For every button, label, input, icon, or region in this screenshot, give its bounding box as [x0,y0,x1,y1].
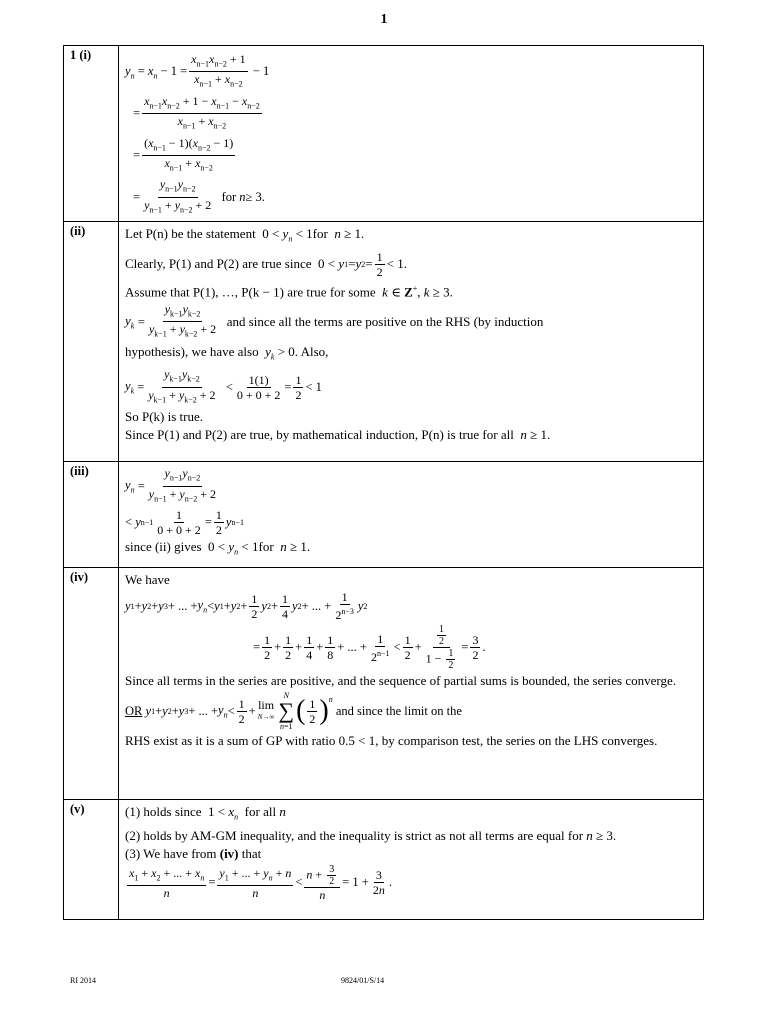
table-row [64,46,704,222]
part-content: $y_n$ = $x_n$ − 1 = $\frac{x_{n-1}x_{n-2} + 1}{x_{n-1} + x_{n-2}}$ − 1 = $\frac{x_{n-1}x_{n-2} + 1 - x_{n-1} - x_{n-2}}{x_{n-1} + x_{n-2}}$ = $\frac{(x_{n-1} - 1)(x_{n-2} - 1)}{x_{n-1} + x_{n-2}}$ = $\frac{y_{n-1}y_{n-2}}{y_{n-1} + y_{n-2} + 2}$ for n ≥ 3. [119,46,704,222]
part-label: (ii) [64,222,119,462]
part-label: 1 (i) [64,46,119,222]
part-label: (v) [64,800,119,920]
part-label: (iii) [64,462,119,568]
page-number: 1 [380,12,388,27]
footer-center: 9824/01/S/14 [341,976,385,985]
table-row [64,800,704,920]
solution-table [63,45,704,920]
footer-left: RI 2014 [70,976,96,985]
table-row [64,222,704,462]
table-row [64,462,704,568]
table-row [64,568,704,800]
part-content: $y_n$ = $\frac{y_{n-1}y_{n-2}}{y_{n-1} + y_{n-2} + 2}$ < y n−1 $\frac{1}{0 + 0 + 2}$ = $\frac{1}{2}$ y n−1 since (ii) gives $0 < y_n < 1for$ n ≥ 1. [119,462,704,568]
part-content: (1) holds since $1 < x_n$ for all n (2) holds by AM-GM inequality, and the inequality is strict as not all terms are equal for n ≥ 3. (3) We have from (iv) that $\frac{x_1 + x_2 + ... + x_n}{n}$ = $\frac{y_1 + ... + y_n + n}{n}$ < n + $\frac{3}{2}$ n = 1 + $\frac{3}{2n}$ . [119,800,704,920]
part-content: We have y 1 + y 2 + y 3 + ... + $y_n$ < y 1 + y 2 + $\frac{1}{2}$ y 2 + $\frac{1}{4}$ y 2 + ... + $\frac{1}{2^{n-3}}$ y 2 = $\frac{1}{2}$ + $\frac{1}{2}$ + $\frac{1}{4}$ + $\frac{1}{8}$ + ... + $\frac{1}{2^{n-1}}$ < $\frac{1}{2}$ + $\frac{1}{2}$ 1 − $\frac{1}{2}$ = $\frac{3}{2}$ . Since all terms in the series are positive, and the sequence of partial sums is bounded, the series converge. OR y 1 + y 2 + y 3 + ... + $y_n$ < $\frac{1}{2}$ + lim N→∞ N ∑ n=1 ( $\frac{1}{2}$ ) $^n$ and since the limit on the RHS exist as it is a sum of GP with ratio 0.5 < 1, by comparison test, the series on the LHS converges. [119,568,704,800]
part-content: Let P(n) be the statement $0 < y_n < 1for$ n ≥ 1. Clearly, P(1) and P(2) are true since 0 < y 1 = y 2 = $\frac{1}{2}$ < 1. Assume that P(1), …, P(k − 1) are true for some k ∈ Z+, k ≥ 3. $y_k$ = $\frac{y_{k-1}y_{k-2}}{y_{k-1} + y_{k-2} + 2}$ and since all the terms are positive on the RHS (by induction hypothesis), we have also $y_k > 0$. Also, $y_k$ = $\frac{y_{k-1}y_{k-2}}{y_{k-1} + y_{k-2} + 2}$ < $\frac{1(1)}{0 + 0 + 2}$ = $\frac{1}{2}$ < 1 So P(k) is true. Since P(1) and P(2) are true, by mathematical induction, P(n) is true for all n ≥ 1. [119,222,704,462]
part-label: (iv) [64,568,119,800]
